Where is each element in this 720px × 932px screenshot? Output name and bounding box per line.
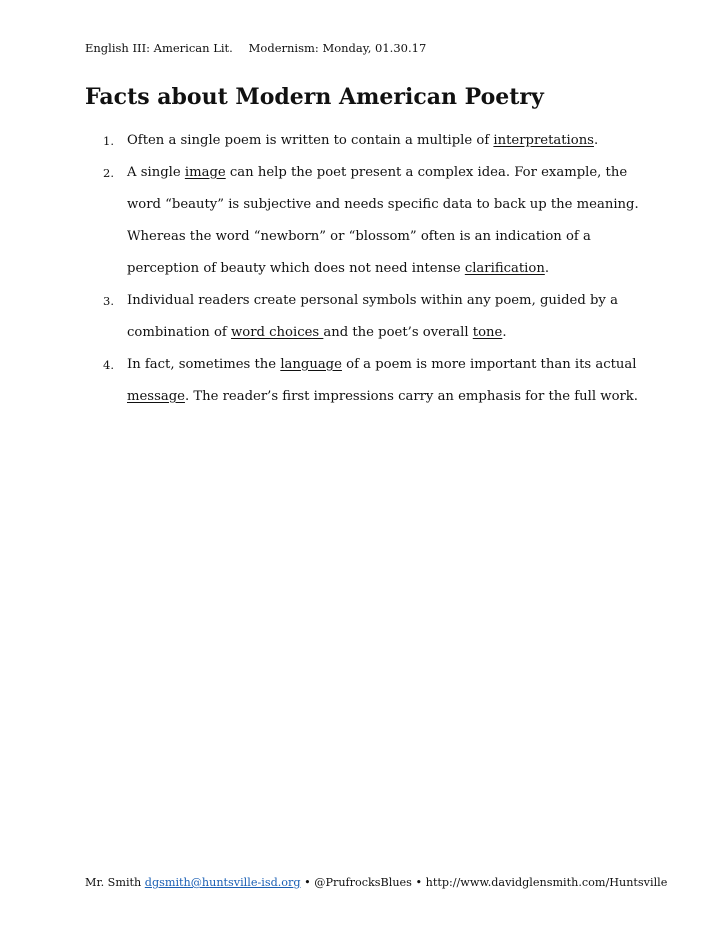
key-term-tone: tone [472,325,503,340]
website-url: http://www.davidglensmith.com/Huntsville [425,876,668,889]
key-term-word-choices: word choices [231,325,324,340]
item-text: of a poem is more important than its actual [341,357,637,372]
list-item [103,125,643,157]
facts-list [103,125,643,413]
item-text: and the poet’s overall [323,325,473,340]
item-number: 2. [103,166,114,180]
email-link[interactable]: dgsmith@huntsville-isd.org [144,876,301,889]
separator: • [411,876,426,889]
page-title: Facts about Modern American Poetry [85,84,544,110]
key-term-message: message [127,389,185,404]
key-term-interpretations: interpretations [493,133,594,148]
item-number: 4. [103,358,114,372]
social-handle: @PrufrocksBlues [314,876,412,889]
item-text: can help the poet present a complex idea. For example, the word “beauty” is subjective and needs specific data to back up the meaning. Whereas the word “newborn” or “blossom” often is an indication of a perception of beauty which does not need intense [127,165,639,276]
list-item [103,349,643,413]
page-header [85,41,426,55]
key-term-clarification: clarification [464,261,545,276]
item-text: Often a single poem is written to contain a multiple of [127,133,494,148]
key-term-language: language [280,357,342,372]
page-footer [85,876,667,889]
separator: • [300,876,315,889]
course-label: English III: American Lit. [85,41,233,55]
item-text: . [502,325,507,340]
item-number: 1. [103,134,114,148]
author-name: Mr. Smith [85,876,145,889]
item-text: Individual readers create personal symbols within any poem, guided by a combination of [127,293,618,340]
item-text: . The reader’s first impressions carry an emphasis for the full work. [184,389,638,404]
item-text: . [544,261,550,276]
item-text: . [593,133,599,148]
item-number: 3. [103,294,114,308]
unit-date-label: Modernism: Monday, 01.30.17 [248,41,427,55]
item-text: A single [127,165,185,180]
key-term-image: image [184,165,226,180]
list-item [103,285,643,349]
item-text: In fact, sometimes the [127,357,281,372]
list-item [103,157,643,285]
